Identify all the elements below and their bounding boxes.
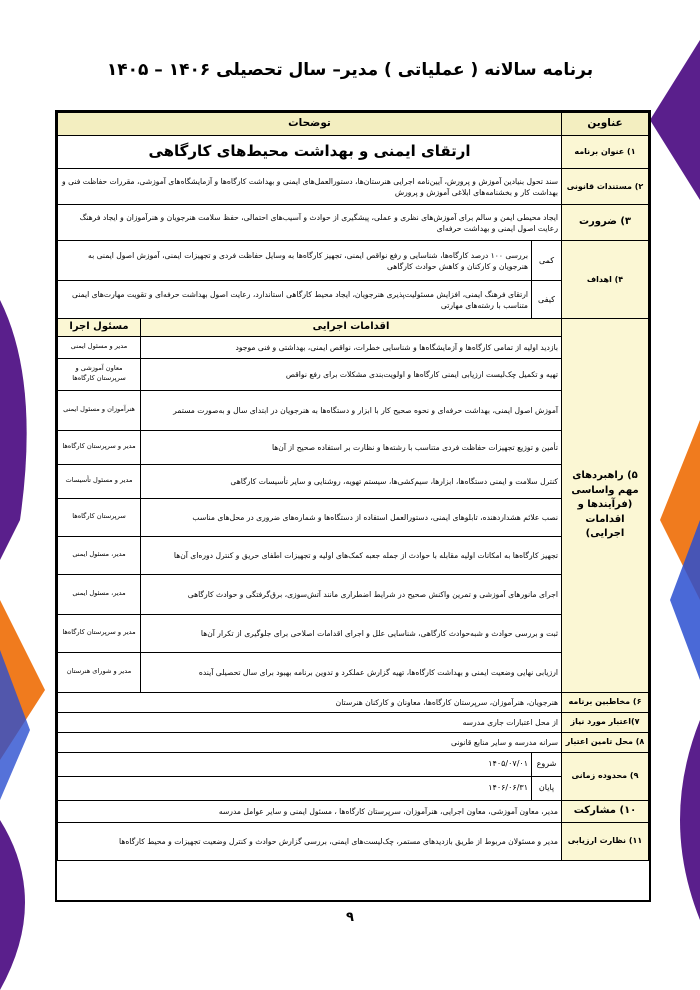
action-item: تجهیز کارگاه‌ها به امکانات اولیه مقابله با حوادث از جمله جعبه کمک‌های اولیه و تجهیزات اطفای حریق و کنترل دوره‌ای آن‌ها (141, 536, 562, 574)
timeframe-end-label: پایان (532, 776, 562, 800)
responsible-item: مدیر، مسئول ایمنی (58, 574, 141, 614)
goals-quantitative-value: بررسی ۱۰۰ درصد کارگاه‌ها، شناسایی و رفع نواقص ایمنی، تجهیز کارگاه‌ها به وسایل حفاظت فردی و تجهیزات ایمنی، آموزش اصول ایمنی به هنرجویان و کارکنان و کاهش حوادث کارگاهی (58, 241, 532, 281)
funding-value: سرانه مدرسه و سایر منابع قانونی (58, 732, 562, 752)
necessity-value: ایجاد محیطی ایمن و سالم برای آموزش‌های نظری و عملی، پیشگیری از حوادث و آسیب‌های احتمالی، حفظ سلامت هنرجویان و هنرآموزان و ایجاد فرهنگ رعایت اصول ایمنی و بهداشت حرفه‌ای (58, 205, 562, 241)
program-title-label: ۱) عنوان برنامه (562, 136, 649, 169)
supervision-value: مدیر و مسئولان مربوط از طریق بازدیدهای مستمر، چک‌لیست‌های ایمنی، بررسی گزارش حوادث و کنترل وضعیت تجهیزات و محیط کارگاه‌ها (58, 822, 562, 860)
page-title: برنامه سالانه ( عملیاتی ) مدیر– سال تحصیلی ۱۴۰۶ – ۱۴۰۵ (106, 60, 594, 80)
audience-value: هنرجویان، هنرآموزان، سرپرستان کارگاه‌ها، معاونان و کارکنان هنرستان (58, 692, 562, 712)
responsible-item: معاون آموزشی و سرپرستان کارگاه‌ها (58, 358, 141, 390)
responsible-item: مدیر و سرپرستان کارگاه‌ها (58, 614, 141, 652)
page-number: ۹ (346, 910, 354, 925)
necessity-label: ۳) ضرورت (562, 205, 649, 241)
header-descriptions: توضحات (58, 113, 562, 136)
goals-qualitative-value: ارتقای فرهنگ ایمنی، افزایش مسئولیت‌پذیری هنرجویان، ایجاد محیط کارگاهی استاندارد، رعایت اصول بهداشت حرفه‌ای و تقویت مهارت‌های ایمنی متناسب با رشته‌های مهارتی (58, 281, 532, 319)
action-item: تأمین و توزیع تجهیزات حفاظت فردی متناسب با رشته‌ها و نظارت بر استفاده صحیح از آن‌ها (141, 430, 562, 464)
decor-left-icon (0, 0, 60, 990)
goals-qualitative-label: کیفی (532, 281, 562, 319)
header-topics: عناوین (562, 113, 649, 136)
program-title-value: ارتقای ایمنی و بهداشت محیط‌های کارگاهی (58, 136, 562, 169)
timeframe-start-label: شروع (532, 752, 562, 776)
audience-label: ۶) مخاطبین برنامه (562, 692, 649, 712)
responsible-item: مدیر و سرپرستان کارگاه‌ها (58, 430, 141, 464)
legal-documents-label: ۲) مستندات قانونی (562, 169, 649, 205)
actions-header: اقدامات اجرایی (141, 319, 562, 337)
responsible-item: مدیر، مسئول ایمنی (58, 536, 141, 574)
legal-documents-value: سند تحول بنیادین آموزش و پرورش، آیین‌نامه اجرایی هنرستان‌ها، دستورالعمل‌های ایمنی و بهداشت کارگاه‌ها و آزمایشگاه‌های آموزشی، مقررات حفاظت فنی و بهداشت کار و بخشنامه‌های ابلاغی آموزش و پرورش (58, 169, 562, 205)
action-item: تهیه و تکمیل چک‌لیست ارزیابی ایمنی کارگاه‌ها و اولویت‌بندی مشکلات برای رفع نواقص (141, 358, 562, 390)
credit-value: از محل اعتبارات جاری مدرسه (58, 712, 562, 732)
responsible-item: مدیر و شورای هنرستان (58, 652, 141, 692)
action-item: بازدید اولیه از تمامی کارگاه‌ها و آزمایشگاه‌ها و شناسایی خطرات، نواقص ایمنی، بهداشتی و فنی موجود (141, 336, 562, 358)
action-item: اجرای مانورهای آموزشی و تمرین واکنش صحیح در شرایط اضطراری مانند آتش‌سوزی، برق‌گرفتگی و حوادث کارگاهی (141, 574, 562, 614)
strategies-label: ۵) راهبردهای مهم واساسی (فرآیندها و اقدامات اجرایی) (562, 319, 649, 693)
action-item: کنترل سلامت و ایمنی دستگاه‌ها، ابزارها، سیم‌کشی‌ها، سیستم تهویه، روشنایی و سایر تأسیسات کارگاهی (141, 464, 562, 498)
participation-label: ۱۰) مشارکت (562, 800, 649, 822)
program-table (55, 110, 651, 902)
responsible-item: سرپرستان کارگاه‌ها (58, 498, 141, 536)
responsible-item: مدیر و مسئول ایمنی (58, 336, 141, 358)
action-item: ارزیابی نهایی وضعیت ایمنی و بهداشت کارگاه‌ها، تهیه گزارش عملکرد و تدوین برنامه بهبود برای سال تحصیلی آینده (141, 652, 562, 692)
supervision-label: ۱۱) نظارت ارزیابی (562, 822, 649, 860)
timeframe-label: ۹) محدوده زمانی (562, 752, 649, 800)
credit-label: ۷)اعتبار مورد نیاز (562, 712, 649, 732)
responsible-item: مدیر و مسئول تأسیسات (58, 464, 141, 498)
timeframe-end-value: ۱۴۰۶/۰۶/۳۱ (58, 776, 532, 800)
action-item: نصب علائم هشداردهنده، تابلوهای ایمنی، دستورالعمل استفاده از دستگاه‌ها و شماره‌های ضروری در محل‌های مناسب (141, 498, 562, 536)
participation-value: مدیر، معاون آموزشی، معاون اجرایی، هنرآموزان، سرپرستان کارگاه‌ها ، مسئول ایمنی و سایر عوامل مدرسه (58, 800, 562, 822)
action-item: آموزش اصول ایمنی، بهداشت حرفه‌ای و نحوه صحیح کار با ابزار و دستگاه‌ها به هنرجویان در ابتدای سال و به‌صورت مستمر (141, 390, 562, 430)
funding-label: ۸) محل تامین اعتبار (562, 732, 649, 752)
goals-label: ۴) اهداف (562, 241, 649, 319)
action-item: ثبت و بررسی حوادث و شبه‌حوادث کارگاهی، شناسایی علل و اجرای اقدامات اصلاحی برای جلوگیری از تکرار آن‌ها (141, 614, 562, 652)
responsible-header: مسئول اجرا (58, 319, 141, 337)
goals-quantitative-label: کمی (532, 241, 562, 281)
responsible-item: هنرآموزان و مسئول ایمنی (58, 390, 141, 430)
timeframe-start-value: ۱۴۰۵/۰۷/۰۱ (58, 752, 532, 776)
